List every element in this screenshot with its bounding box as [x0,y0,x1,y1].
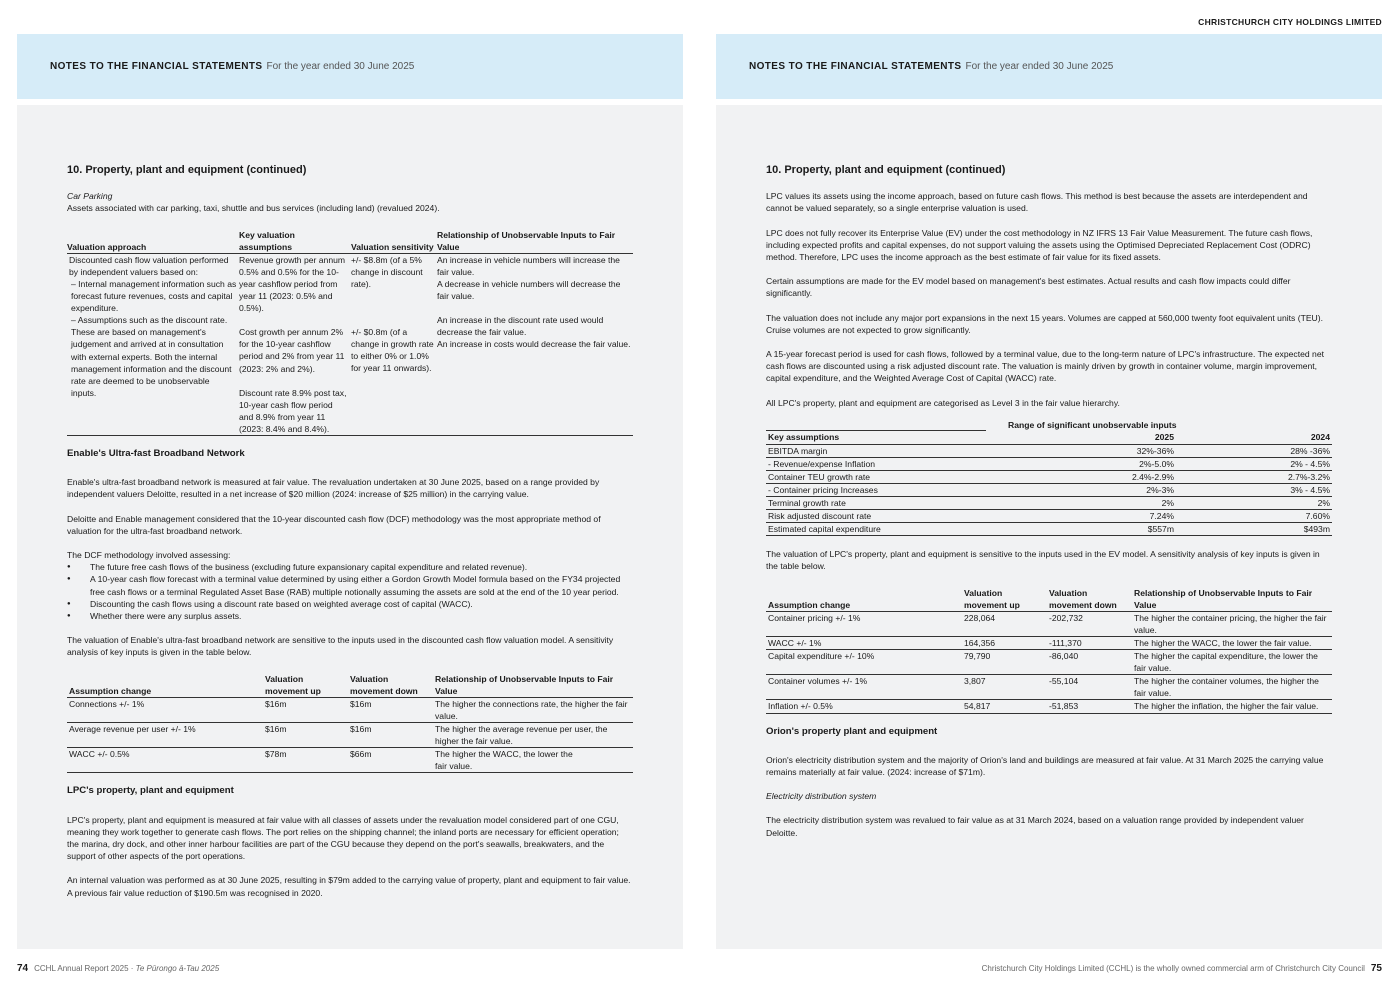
right-page [716,34,1382,949]
paragraph: Certain assumptions are made for the EV model based on management's best estimates. Actual results and cash flow impacts could differ significantly. [766,276,1291,299]
header-subtitle: For the year ended 30 June 2025 [965,61,1114,72]
table-cell: $78m [265,748,350,773]
table-cell: The higher the container pricing, the higher the fair value. [1134,611,1332,636]
list-item: ● Discounting the cash flows using a discount rate based on weighted average cost of capital (WACC). [67,598,633,610]
table-cell: 2% - 4.5% [1176,457,1332,470]
table-cell: The higher the WACC, the lower the fair value. [435,748,633,773]
page-header [17,34,683,99]
table-cell: 2% [1176,496,1332,509]
dcf-intro: The DCF methodology involved assessing: [67,550,231,561]
table-cell: Cost growth per annum 2% for the 10-year cashflow period and 2% from year 11 (2023: 2% and 2%). [239,327,345,374]
lpc-sensitivity-table [766,587,1332,714]
table-cell: Discount rate 8.9% post tax, 10-year cash flow period and 8.9% from year 11 (2023: 8.4% and 8.4%). [239,387,347,434]
table-cell: 2.4%-2.9% [986,470,1176,483]
list-item: ● The future free cash flows of the business (excluding future expansionary capital expenditure and related revenue). [67,561,633,573]
table-cell: 3% - 4.5% [1176,483,1332,496]
paragraph: Orion's electricity distribution system and the majority of Orion's land and buildings are measured at fair value. At 31 March 2025 the carrying value remains materially at fair value. (2024: increase of $71m). [766,754,1324,777]
table-row [766,457,1332,470]
col-header: Relationship of Unobservable Inputs to Fair Value [435,673,633,698]
footer-text-italic: Te Pūrongo ā-Tau 2025 [135,964,220,973]
table-cell: A decrease in vehicle numbers will decrease the fair value. [437,278,621,302]
col-header: Valuation sensitivity [351,229,437,254]
col-header: Valuation movement up [265,673,350,698]
col-header: 2025 [986,431,1176,444]
table-cell: – Internal management information such as forecast future revenues, costs and capital expenditure. [71,278,237,314]
table-cell: 164,356 [964,636,1049,649]
table-cell: WACC +/- 1% [766,636,964,649]
col-header: Valuation movement down [1049,587,1134,612]
table-cell: $66m [350,748,435,773]
enable-heading: Enable's Ultra-fast Broadband Network [67,448,245,460]
table-cell: $16m [265,723,350,748]
col-header: Relationship of Unobservable Inputs to Fair Value [437,229,633,254]
table-row [766,496,1332,509]
lpc-heading: LPC's property, plant and equipment [67,785,234,797]
page-header [716,34,1382,99]
table-cell: $16m [350,697,435,722]
paragraph: The valuation of Enable's ultra-fast broadband network are sensitive to the inputs used in the discounted cash flow valuation model. A sensitivity analysis of key inputs is given in the table below. [67,635,614,658]
section-heading: 10. Property, plant and equipment (continued) [67,164,307,176]
table-row [766,675,1332,700]
orion-heading: Orion's property plant and equipment [766,725,938,737]
header-subtitle: For the year ended 30 June 2025 [266,61,415,72]
left-footer [17,963,219,974]
col-header: Relationship of Unobservable Inputs to Fair Value [1134,587,1332,612]
table-cell: 2%-5.0% [986,457,1176,470]
table-cell: $16m [265,697,350,722]
paragraph: LPC does not fully recover its Enterprise Value (EV) under the cost methodology in NZ IFRS 13 Fair Value Measurement. The future cash flows, including expected profits and capital expenses, do not support valuing the assets using the Optimised Depreciated Replacement Cost (ODRC) method. Therefore, LPC uses the income approach as the best estimate of fair value for its fixed assets. [766,227,1313,263]
table-cell: +/- $8.8m (of a 5% change in discount rate). [351,254,423,289]
table-row [766,444,1332,457]
table-row [766,523,1332,536]
table-cell: 7.24% [986,510,1176,523]
table-cell: 2.7%-3.2% [1176,470,1332,483]
paragraph: The valuation does not include any major port expansions in the next 15 years. Volumes are capped at 560,000 twenty foot equivalent units (TEU). Cruise volumes are not expected to grow significantly. [766,312,1324,335]
col-header: Key valuation assumptions [239,229,351,254]
table-cell: Container pricing +/- 1% [766,611,964,636]
col-header: Assumption change [67,673,265,698]
table-cell: Revenue growth per annum 0.5% and 0.5% for the 10-year cashflow period from year 11 (2023: 0.5% and 0.5%). [239,254,346,314]
table-row [766,510,1332,523]
table-cell: Discounted cash flow valuation performed by independent valuers based on: [69,254,229,277]
paragraph: LPC's property, plant and equipment is measured at fair value with all classes of assets under the revaluation model considered part of one CGU, meaning they work together to generate cash flows. The port relies on the shipping channel; the inland ports are necessary for efficient operation; the marina, dry dock, and other inner harbour facilities are part of the CGU because they depend on the port's seawalls, breakwaters, and the support of other aspects of the port operations. [67,814,619,862]
dcf-list [67,561,633,622]
table-cell: - Revenue/expense Inflation [766,457,986,470]
table-cell: Terminal growth rate [766,496,986,509]
table-cell: -55,104 [1049,675,1134,700]
table-cell: Inflation +/- 0.5% [766,700,964,713]
paragraph: Enable's ultra-fast broadband network is measured at fair value. The revaluation undertaken at 30 June 2025, based on a range provided by independent valuers Deloitte, resulted in a net increase of $20 million (2024: increase of $25 million) in the carrying value. [67,477,600,500]
table-cell: Capital expenditure +/- 10% [766,650,964,675]
table-row [67,697,633,722]
list-item: ● Whether there were any surplus assets. [67,610,633,622]
footer-text: CCHL Annual Report 2025 · [34,964,136,973]
section-heading: 10. Property, plant and equipment (continued) [766,164,1006,176]
table-cell: – Assumptions such as the discount rate. These are based on management's judgement and arrived at in consultation with external experts. Both the internal management information and the discount rate are deemed to be unobservable inputs. [71,315,232,398]
col-header: Valuation approach [67,229,239,254]
paragraph: LPC values its assets using the income approach, based on future cash flows. This method is best because the assets are interdependent and cannot be valued separately, so a single enterprise valuation is used. [766,191,1308,214]
table-cell: -51,853 [1049,700,1134,713]
page-number: 74 [17,963,29,974]
brand-name: CHRISTCHURCH CITY HOLDINGS LIMITED [1198,17,1382,27]
paragraph: The electricity distribution system was revalued to fair value as at 31 March 2024, based on a valuation range provided by independent valuer Deloitte. [766,815,1304,838]
table-cell: +/- $0.8m (of a change in growth rate to either 0% or 1.0% for year 11 onwards). [351,326,434,374]
table-cell: An increase in costs would decrease the fair value. [437,339,631,350]
table-cell: The higher the container volumes, the higher the fair value. [1134,675,1332,700]
left-page [17,34,683,949]
table-cell: Average revenue per user +/- 1% [67,723,265,748]
paragraph: All LPC's property, plant and equipment are categorised as Level 3 in the fair value hierarchy. [766,397,1120,408]
paragraph: A 15-year forecast period is used for cash flows, followed by a terminal value, due to the long-term nature of LPC's infrastructure. The expected net cash flows are discounted using a risk adjusted discount rate. The valuation is mainly driven by growth in container volume, margin improvement, capital expenditure, and the Weighted Average Cost of Capital (WACC) rate. [766,349,1324,384]
table-cell: 28% -36% [1176,444,1332,457]
page-number: 75 [1370,963,1382,974]
table-row [67,748,633,773]
list-item: ● A 10-year cash flow forecast with a terminal value determined by using either a Gordon Growth Model formula based on the FY34 projected free cash flows or a terminal Regulated Asset Base (RAB) multiple notionally assuming the assets are sold at the end of the 10 year period. [67,573,633,597]
table-cell: Container volumes +/- 1% [766,675,964,700]
range-title: Range of significant unobservable inputs [1008,419,1177,430]
table-cell: -111,370 [1049,636,1134,649]
header-title: NOTES TO THE FINANCIAL STATEMENTS [749,61,962,72]
orion-label: Electricity distribution system [766,791,877,802]
table-cell: 32%-36% [986,444,1176,457]
col-header: Valuation movement up [964,587,1049,612]
table-cell: The higher the capital expenditure, the lower the fair value. [1134,650,1332,675]
table-row [67,723,633,748]
footer-text: Christchurch City Holdings Limited (CCHL) is the wholly owned commercial arm of Christchurch City Council [981,964,1365,973]
table-cell: Container TEU growth rate [766,470,986,483]
col-header: Valuation movement down [350,673,435,698]
table-cell: $493m [1176,523,1332,536]
car-parking-table [67,229,633,436]
key-assumptions-table [766,419,1332,536]
table-cell: The higher the connections rate, the higher the fair value. [435,697,633,722]
header-title: NOTES TO THE FINANCIAL STATEMENTS [50,61,263,72]
table-cell: The higher the inflation, the higher the fair value. [1134,700,1332,713]
car-parking-label: Car Parking [67,191,113,202]
paragraph: An internal valuation was performed as at 30 June 2025, resulting in $79m added to the carrying value of property, plant and equipment to fair value. A previous fair value reduction of $190.5m was recognised in 2020. [67,875,631,898]
table-cell: -202,732 [1049,611,1134,636]
table-cell: $16m [350,723,435,748]
paragraph: Deloitte and Enable management considered that the 10-year discounted cash flow (DCF) methodology was the most appropriate method of valuation for the ultra-fast broadband network. [67,513,601,536]
table-cell: 2%-3% [986,483,1176,496]
table-row [766,611,1332,636]
table-cell: 79,790 [964,650,1049,675]
table-cell: Estimated capital expenditure [766,523,986,536]
table-cell: - Container pricing Increases [766,483,986,496]
table-cell: An increase in the discount rate used would decrease the fair value. [437,315,604,338]
table-cell: 54,817 [964,700,1049,713]
table-cell: An increase in vehicle numbers will increase the fair value. [437,254,620,277]
right-footer [982,963,1382,974]
table-row [766,700,1332,713]
table-cell: -86,040 [1049,650,1134,675]
table-row [766,470,1332,483]
col-header: Key assumptions [766,431,986,444]
table-cell: EBITDA margin [766,444,986,457]
table-cell: The higher the average revenue per user, the higher the fair value. [435,723,633,748]
table-cell: WACC +/- 0.5% [67,748,265,773]
table-row [766,483,1332,496]
table-row [766,650,1332,675]
table-cell: 228,064 [964,611,1049,636]
table-cell: Risk adjusted discount rate [766,510,986,523]
table-cell: Connections +/- 1% [67,697,265,722]
table-cell: 7.60% [1176,510,1332,523]
col-header: Assumption change [766,587,964,612]
table-cell: $557m [986,523,1176,536]
enable-sensitivity-table [67,673,633,774]
table-cell: The higher the WACC, the lower the fair value. [1134,636,1332,649]
table-cell: 3,807 [964,675,1049,700]
col-header: 2024 [1176,431,1332,444]
table-row [766,636,1332,649]
paragraph: The valuation of LPC's property, plant and equipment is sensitive to the inputs used in the EV model. A sensitivity analysis of key inputs is given in the table below. [766,549,1320,572]
table-cell: 2% [986,496,1176,509]
car-parking-desc: Assets associated with car parking, taxi, shuttle and bus services (including land) (revalued 2024). [67,203,440,214]
